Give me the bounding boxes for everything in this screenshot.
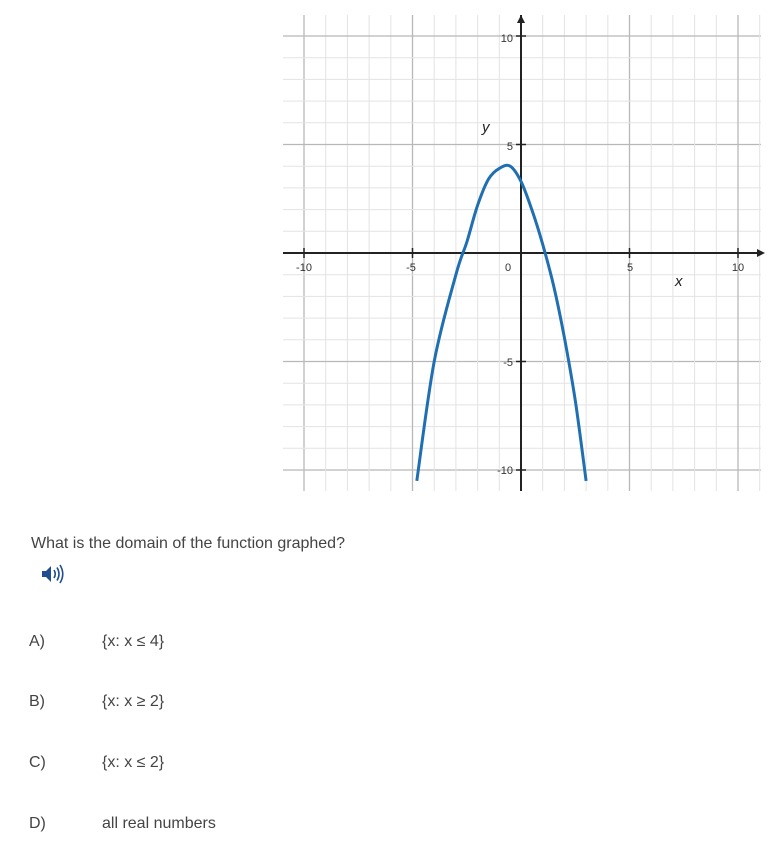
x-tick-label: 5 [626,262,634,274]
y-tick-label: 5 [506,141,513,153]
x-axis-arrow [757,249,765,257]
choice-text: {x: x ≤ 4} [102,633,165,650]
choice-letter: B) [29,693,45,710]
speaker-icon[interactable] [40,563,66,585]
x-tick-label: -10 [296,262,312,274]
y-tick-label: -10 [497,465,513,477]
x-axis-label: x [675,273,683,290]
question-text: What is the domain of the function graphed? [31,535,345,552]
x-tick-label: 10 [731,262,745,274]
y-tick-label: 10 [500,33,513,45]
choice-c[interactable] [0,751,500,777]
axes [283,15,765,491]
choice-text: {x: x ≥ 2} [102,693,165,710]
function-graph [283,15,765,491]
choice-d[interactable] [0,812,500,838]
x-tick-label: -5 [406,262,416,274]
choice-letter: D) [29,815,46,832]
x-tick-label: 0 [504,262,512,274]
choice-text: {x: x ≤ 2} [102,754,165,771]
y-axis-arrow [517,15,525,23]
choice-a[interactable] [0,630,500,656]
choice-text: all real numbers [102,815,216,832]
parabola-curve [417,165,586,481]
choice-letter: A) [29,633,45,650]
y-axis-label: y [482,119,490,136]
choice-letter: C) [29,754,46,771]
choice-b[interactable] [0,690,500,716]
y-tick-label: -5 [503,357,513,369]
